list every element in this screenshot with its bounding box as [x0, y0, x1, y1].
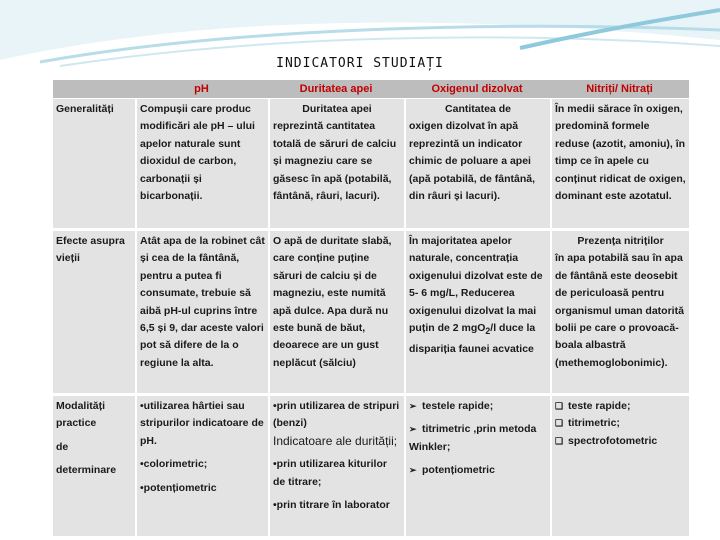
row-label-line: Modalități practice [56, 400, 105, 430]
square-bullet-icon: ❑ [555, 435, 564, 446]
list-item: •colorimetric; [140, 458, 208, 471]
list-item [409, 421, 547, 456]
list-item: •utilizarea hârtiei sau stripurilor indicatoare de pH. [140, 400, 264, 447]
cell-hardness-methods [268, 393, 404, 536]
cell-hardness-generalities [268, 98, 404, 228]
arrow-bullet-icon: ➢ [409, 401, 417, 411]
cell-ph-effects: Atât apa de la robinet cât și cea de la fântână, pentru a putea fi consumate, trebuie să aibă pH-ul cuprins între 6,5 și 9, dar aceste valori pot să difere de la o regiune la alta. [135, 228, 268, 393]
cell-ph-methods [135, 393, 268, 536]
list-item: •potențiometric [140, 481, 217, 494]
cell-subheading: Duritatea apei [302, 103, 372, 115]
cell-text: în apa potabilă sau în apa de fântână este deosebit de periculoasă pentru organismul uman datorită bolii pe care o provoacă- boala albastră (methemoglobonimic). [555, 252, 684, 369]
cell-text: reprezintă cantitatea totală de săruri de calciu și magneziu care se găsesc în apă (potabilă, fântână, râuri, lacuri). [273, 120, 397, 203]
decorative-header-swoosh [0, 0, 720, 90]
row-label-line: de [56, 440, 69, 453]
header-cell-nitrites: Nitriți/ Nitrați [550, 80, 689, 98]
list-item-text: teste rapide; [568, 400, 631, 412]
indicators-table [53, 80, 689, 536]
list-item-text: titrimetric; [568, 417, 620, 430]
list-item [555, 398, 686, 415]
row-label-effects: Efecte asupra vieții [53, 228, 135, 393]
cell-oxygen-generalities [404, 98, 550, 228]
table-row [53, 228, 689, 393]
square-bullet-icon: ❑ [555, 401, 564, 411]
cell-text: În majoritatea apelor naturale, concentrația oxigenului dizolvat este de 5- 6 mg/L, Reducerea oxigenului dizolvat la mai puțin de 2 mgO [409, 235, 543, 335]
list-item [555, 433, 686, 450]
page-title: INDICATORI STUDIAȚI [276, 56, 444, 71]
table-header-row [53, 80, 689, 98]
header-cell-oxygen: Oxigenul dizolvat [404, 80, 550, 98]
cell-ph-generalities: Compușii care produc modificări ale pH – ului apelor naturale sunt dioxidul de carbon, carbonații și bicarbonații. [135, 98, 268, 228]
arrow-bullet-icon: ➢ [409, 465, 417, 476]
square-bullet-icon: ❑ [555, 418, 564, 429]
header-cell-ph: pH [135, 80, 268, 98]
list-item-text: spectrofotometric [568, 434, 658, 447]
arrow-bullet-icon: ➢ [409, 424, 417, 435]
row-label-line: determinare [56, 464, 117, 477]
row-label-methods [53, 393, 135, 536]
list-item: •prin titrare în laborator [273, 499, 390, 512]
cell-nitrites-generalities: În medii sărace în oxigen, predomină formele reduse (azotit, amoniu), în timp ce în apele cu conținut ridicat de oxigen, dominant este azotatul. [550, 98, 689, 228]
list-item [409, 398, 547, 415]
list-item [409, 462, 547, 479]
list-item: •prin utilizarea de stripuri (benzi) [273, 400, 400, 430]
cell-subheading: Prezența nitriților [577, 235, 664, 247]
subscript: 2 [485, 326, 491, 337]
cell-text: /l duce la dispariția faunei acvatice [409, 322, 536, 355]
list-item: •prin utilizarea kiturilor de titrare; [273, 458, 387, 488]
table-row [53, 98, 689, 228]
cell-subheading: Cantitatea de [445, 103, 511, 115]
list-item-text: potențiometric [422, 464, 495, 477]
cell-oxygen-methods [404, 393, 550, 536]
header-cell-empty [53, 80, 135, 98]
cell-nitrites-methods [550, 393, 689, 536]
row-label-generalities: Generalități [53, 98, 135, 228]
list-item-text: titrimetric ,prin metoda Winkler; [409, 423, 537, 453]
list-item [555, 415, 686, 432]
cell-hardness-effects: O apă de duritate slabă, care conține puține săruri de calciu și de magneziu, este numită apă dulce. Apa dură nu este bună de băut, deoarece are un gust neplăcut (sălciu) [268, 228, 404, 393]
cell-text: oxigen dizolvat în apă reprezintă un indicator chimic de poluare a apei (apă potabilă, de fântână, din râuri și lacuri). [409, 120, 536, 203]
list-item-continuation: Indicatoare ale durității; [273, 433, 398, 448]
table-row [53, 393, 689, 536]
header-cell-hardness: Duritatea apei [268, 80, 404, 98]
cell-nitrites-effects [550, 228, 689, 393]
list-item-text: testele rapide; [422, 400, 494, 412]
cell-oxygen-effects [404, 228, 550, 393]
